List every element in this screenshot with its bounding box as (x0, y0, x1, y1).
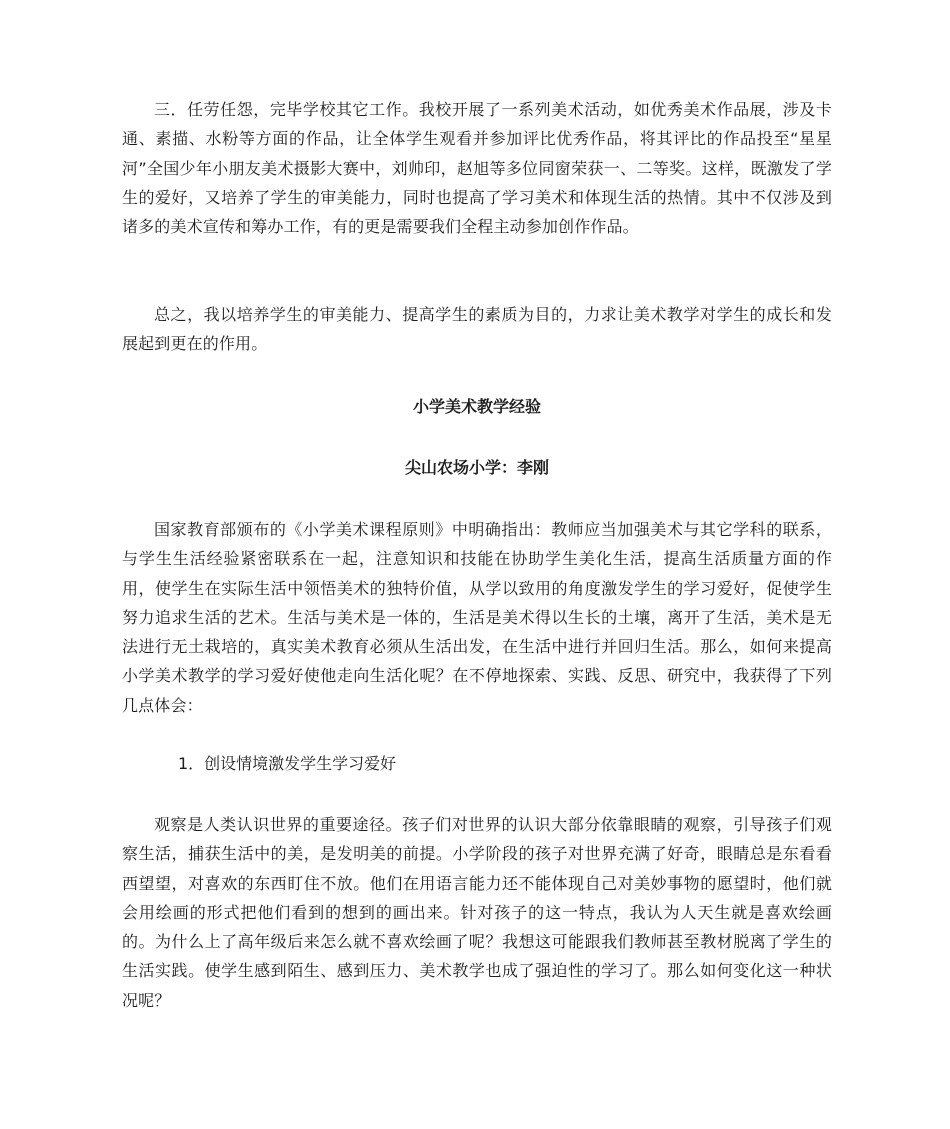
list-item-situation: 1．创设情境激发学生学习爱好 (178, 754, 397, 773)
author-line: 尖山农场小学：李刚 (404, 458, 549, 477)
document-title: 小学美术教学经验 (412, 397, 541, 416)
paragraph-activities: 三．任劳任怨，完毕学校其它工作。我校开展了一系列美术活动，如优秀美术作品展，涉及卡通、素描、水粉等方面的作品，让全体学生观看并参加评比优秀作品，将其评比的作品投至“星星河”全国少年小朋友美术摄影大赛中，刘帅印，赵旭等多位同窗荣获一、二等奖。这样，既激发了学生的爱好，又培养了学生的审美能力，同时也提高了学习美术和体现生活的热情。其中不仅涉及到诸多的美术宣传和筹办工作，有的更是需要我们全程主动参加创作作品。 (122, 100, 832, 237)
paragraph-summary: 总之，我以培养学生的审美能力、提高学生的素质为目的，力求让美术教学对学生的成长和发展起到更在的作用。 (122, 305, 832, 354)
paragraph-introduction: 国家教育部颁布的《小学美术课程原则》中明确指出：教师应当加强美术与其它学科的联系，与学生生活经验紧密联系在一起，注意知识和技能在协助学生美化生活，提高生活质量方面的作用，使学生在实际生活中领悟美术的独特价值，从学以致用的角度激发学生的学习爱好，促使学生努力追求生活的艺术。生活与美术是一体的，生活是美术得以生长的土壤，离开了生活，美术是无法进行无土栽培的，真实美术教育必须从生活出发，在生活中进行并回归生活。那么，如何来提高小学美术教学的学习爱好使他走向生活化呢？在不停地探索、实践、反思、研究中，我获得了下列几点体会： (122, 520, 832, 715)
paragraph-observation: 观察是人类认识世界的重要途径。孩子们对世界的认识大部分依靠眼睛的观察，引导孩子们观察生活，捕获生活中的美，是发明美的前提。小学阶段的孩子对世界充满了好奇，眼睛总是东看看西望望，对喜欢的东西盯住不放。他们在用语言能力还不能体现自己对美妙事物的愿望时，他们就会用绘画的形式把他们看到的想到的画出来。针对孩子的这一特点，我认为人天生就是喜欢绘画的。为什么上了高年级后来怎么就不喜欢绘画了呢？我想这可能跟我们教师甚至教材脱离了学生的生活实践。使学生感到陌生、感到压力、美术教学也成了强迫性的学习了。那么如何变化这一种状况呢？ (122, 815, 832, 1010)
